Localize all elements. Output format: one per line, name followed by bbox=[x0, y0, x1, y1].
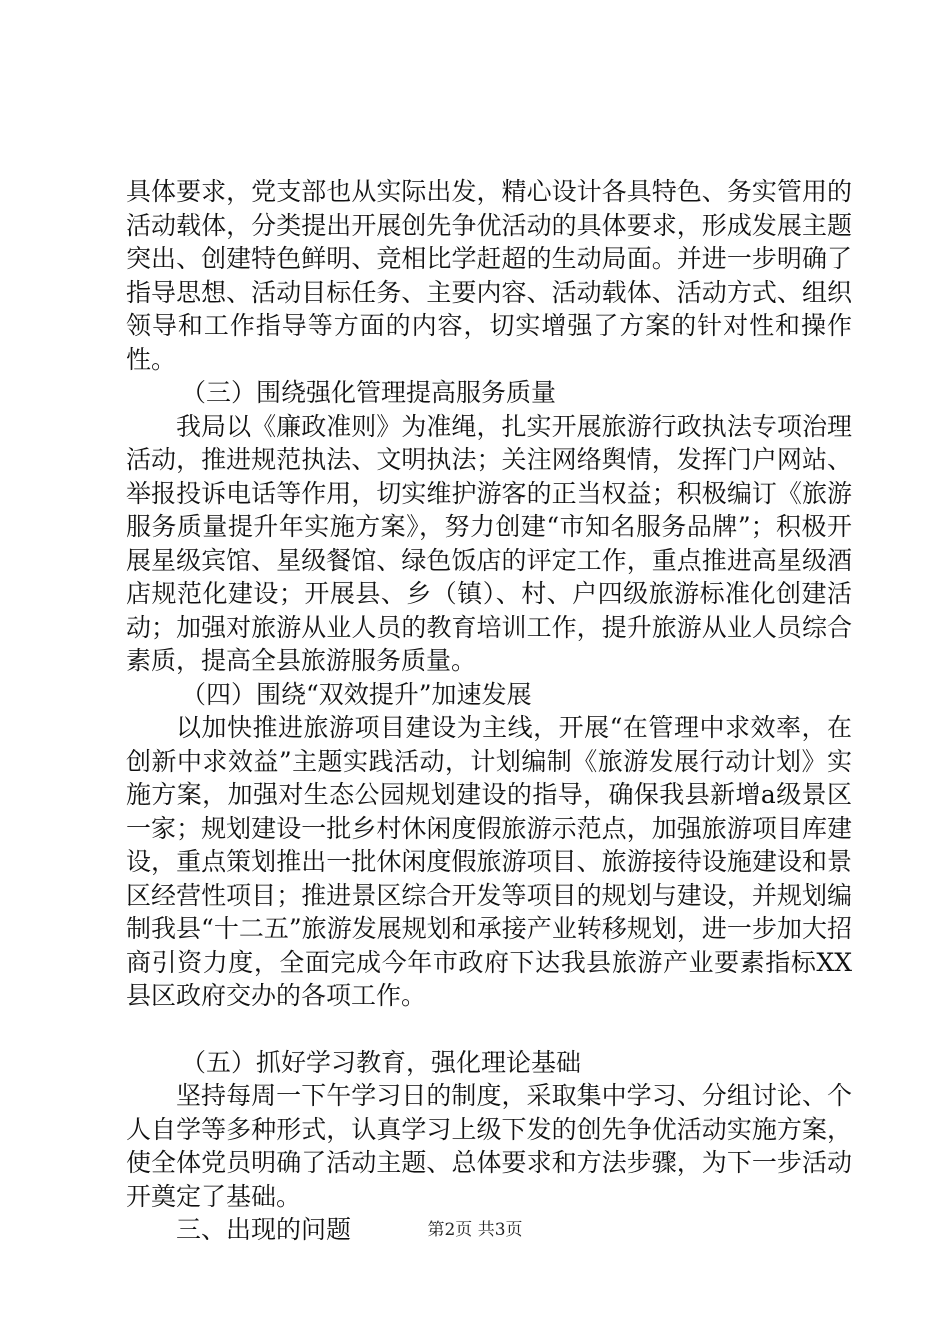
section-heading-5: （五）抓好学习教育，强化理论基础 bbox=[181, 1047, 582, 1077]
section-heading-4: （四）围绕“双效提升”加速发展 bbox=[181, 679, 532, 709]
paragraph-study: 坚持每周一下午学习日的制度，采取集中学习、分组讨论、个人自学等多种形式，认真学习上级下发的创先争优活动实施方案，使全体党员明确了活动主题、总体要求和方法步骤，为下一步活动开奠定了基础。 bbox=[126, 1081, 852, 1211]
paragraph-continuation: 具体要求，党支部也从实际出发，精心设计各具特色、务实管用的活动载体，分类提出开展创先争优活动的具体要求，形成发展主题突出、创建特色鲜明、竞相比学赶超的生动局面。并进一步明确了指导思想、活动目标任务、主要内容、活动载体、活动方式、组织领导和工作指导等方面的内容，切实增强了方案的针对性和操作性。 bbox=[126, 177, 852, 374]
paragraph-gap bbox=[126, 1013, 852, 1046]
paragraph-service-quality: 我局以《廉政准则》为准绳，扎实开展旅游行政执法专项治理活动，推进规范执法、文明执法；关注网络舆情，发挥门户网站、举报投诉电话等作用，切实维护游客的正当权益；积极编订《旅游服务质量提升年实施方案》，努力创建“市知名服务品牌”；积极开展星级宾馆、星级餐馆、绿色饭店的评定工作，重点推进高星级酒店规范化建设；开展县、乡（镇）、村、户四级旅游标准化创建活动；加强对旅游从业人员的教育培训工作，提升旅游从业人员综合素质，提高全县旅游服务质量。 bbox=[126, 411, 852, 675]
section-heading-3: （三）围绕强化管理提高服务质量 bbox=[181, 378, 557, 407]
document-body bbox=[126, 175, 852, 1247]
page-footer: 第2页 共3页 bbox=[427, 1220, 523, 1240]
paragraph-development: 以加快推进旅游项目建设为主线，开展“在管理中求效率，在创新中求效益”主题实践活动，计划编制《旅游发展行动计划》实施方案，加强对生态公园规划建设的指导，确保我县新增a级景区一家；规划建设一批乡村休闲度假旅游示范点，加强旅游项目库建设，重点策划推出一批休闲度假旅游项目、旅游接待设施建设和景区经营性项目；推进景区综合开发等项目的规划与建设，并规划编制我县“十二五”旅游发展规划和承接产业转移规划，进一步加大招商引资力度，全面完成今年市政府下达我县旅游产业要素指标XX县区政府交办的各项工作。 bbox=[126, 713, 852, 1010]
section-heading-problems: 三、出现的问题 bbox=[176, 1215, 352, 1244]
